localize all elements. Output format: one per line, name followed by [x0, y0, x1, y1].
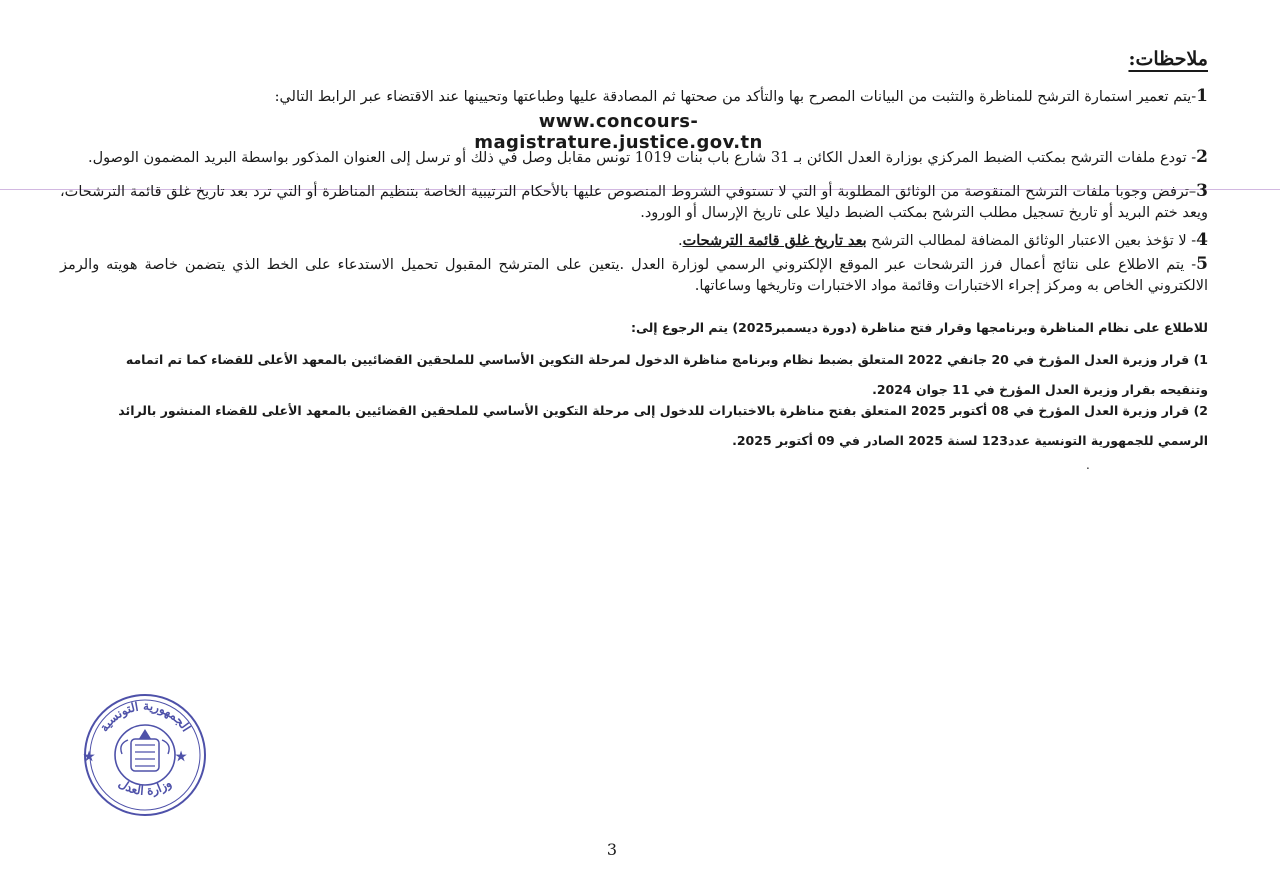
svg-text:★: ★ — [176, 750, 186, 763]
page-number: 3 — [606, 840, 618, 859]
note-2-text: - تودع ملفات الترشح بمكتب الضبط المركزي بوزارة العدل الكائن بـ 31 شارع باب بنات 1019 تونس مقابل وصل في ذلك أو ترسل إلى العنوان المذكور بواسطة البريد المضمون الوصول. — [88, 150, 1197, 166]
note-4-text: - لا تؤخذ بعين الاعتبار الوثائق المضافة لمطالب الترشح — [866, 233, 1197, 249]
note-3-number: 3 — [1196, 181, 1208, 201]
note-4-end: . — [677, 233, 683, 249]
note-5 — [60, 254, 1208, 297]
seal-emblem — [121, 730, 169, 771]
note-3-text: –ترفض وجوبا ملفات الترشح المنقوصة من الوثائق المطلوبة أو التي لا تستوفي الشروط المنصوص عليها بالأحكام الترتيبية الخاصة بتنظيم المناظرة أو التي ترد بعد تاريخ غلق قائمة الترشحات، ويعد ختم البريد أو تاريخ تسجيل مطلب الترشح بمكتب الضبط دليلا على تاريخ الإرسال أو الورود. — [60, 184, 1208, 221]
registration-url[interactable]: www.concours-magistrature.justice.gov.tn — [474, 111, 763, 153]
note-5-number: 5 — [1196, 254, 1208, 274]
svg-text:★: ★ — [84, 750, 94, 763]
seal-top-text: الجمهورية التونسية — [96, 698, 194, 735]
stray-dot: . — [1086, 458, 1090, 472]
note-4-emphasis: بعد تاريخ غلق قائمة الترشحات — [682, 232, 867, 249]
notes-heading: ملاحظات: — [1128, 48, 1208, 70]
references-intro — [78, 320, 1208, 335]
reference-2 — [78, 396, 1208, 456]
note-1-text: -يتم تعمير استمارة الترشح للمناظرة والتثبت من البيانات المصرح بها والتأكد من صحتها ثم المصادقة عليها وطباعتها وتحيينها عند الاقتضاء عبر الرابط التالي: — [274, 89, 1197, 105]
note-5-text: - يتم الاطلاع على نتائج أعمال فرز الترشحات عبر الموقع الإلكتروني الرسمي لوزارة العدل .يتعين على المترشح المقبول تحميل الاستدعاء على الخط الذي يتضمن خاصة هويته والرمز الالكتروني الخاص به ومركز إجراء الاختبارات وقائمة مواد الاختبارات وتاريخها وساعاتها. — [60, 257, 1208, 294]
note-1-number: 1 — [1196, 86, 1208, 106]
seal-bottom-text: وزارة العدل — [116, 776, 175, 798]
note-2 — [60, 147, 1208, 169]
note-4-number: 4 — [1196, 230, 1208, 250]
reference-2-text: 2) قرار وزيرة العدل المؤرخ في 08 أكتوبر 2025 المتعلق بفتح مناظرة بالاختبارات للدخول إلى مرحلة التكوين الأساسي للملحقين القضائيين بالمعهد الأعلى للقضاء المنشور بالرائد الرسمي للجمهورية التونسية عدد123 لسنة 2025 الصادر في 09 أكتوبر 2025. — [118, 403, 1208, 448]
note-3 — [60, 181, 1208, 224]
reference-1-text: 1) قرار وزيرة العدل المؤرخ في 20 جانفي 2022 المتعلق بضبط نظام وبرنامج مناظرة الدخول لمرحلة التكوين الأساسي للملحقين القضائيين بالمعهد الأعلى للقضاء كما تم اتمامه وتنقيحه بقرار وزيرة العدل المؤرخ في 11 جوان 2024. — [125, 352, 1208, 397]
note-1 — [60, 86, 1208, 108]
ministry-seal-stamp — [82, 692, 208, 818]
note-4 — [60, 230, 1208, 252]
note-2-number: 2 — [1196, 147, 1208, 167]
references-intro-text: للاطلاع على نظام المناظرة وبرنامجها وقرار فتح مناظرة (دورة ديسمبر2025) يتم الرجوع إلى: — [630, 320, 1208, 335]
